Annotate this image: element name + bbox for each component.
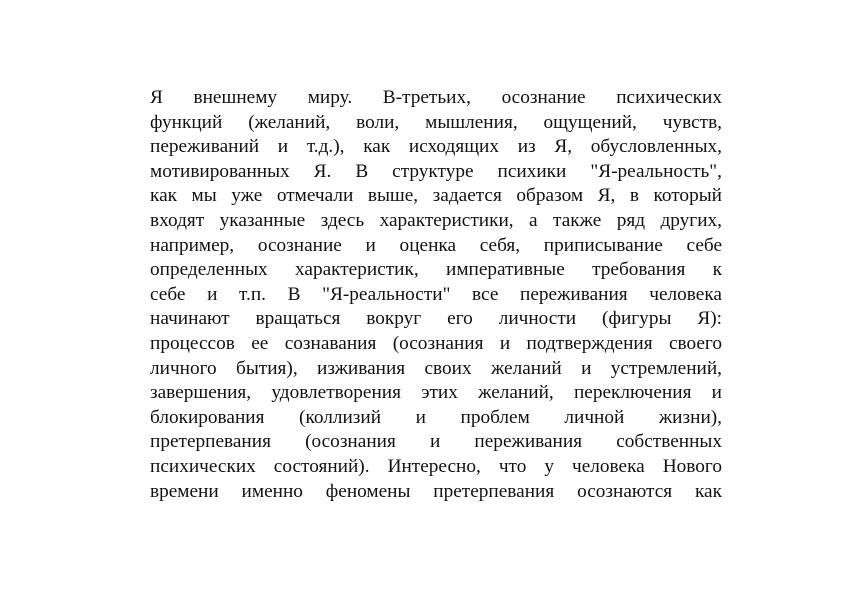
text-line-17: времени именно феномены претерпевания осознаются как	[150, 480, 722, 502]
text-line-9: себе и т.п. В "Я-реальности" все переживания человека	[150, 283, 722, 305]
text-line-16: психических состояний). Интересно, что у человека Нового	[150, 455, 722, 477]
text-line-2: функций (желаний, воли, мышления, ощущений, чувств,	[150, 111, 722, 133]
body-paragraph	[150, 86, 722, 504]
text-line-15: претерпевания (осознания и переживания собственных	[150, 431, 722, 453]
text-line-7: например, осознание и оценка себя, приписывание себе	[150, 234, 722, 256]
text-line-8: определенных характеристик, императивные требования к	[150, 259, 722, 281]
text-line-10: начинают вращаться вокруг его личности (фигуры Я):	[150, 308, 722, 330]
text-line-3: переживаний и т.д.), как исходящих из Я, обусловленных,	[150, 136, 722, 158]
text-line-12: личного бытия), изживания своих желаний и устремлений,	[150, 357, 722, 379]
text-line-14: блокирования (коллизий и проблем личной жизни),	[150, 406, 722, 428]
text-line-4: мотивированных Я. В структуре психики "Я-реальность",	[150, 160, 722, 182]
text-line-11: процессов ее сознавания (осознания и подтверждения своего	[150, 332, 722, 354]
text-line-6: входят указанные здесь характеристики, а также ряд других,	[150, 209, 722, 231]
text-line-13: завершения, удовлетворения этих желаний, переключения и	[150, 382, 722, 404]
text-line-5: как мы уже отмечали выше, задается образом Я, в который	[150, 185, 722, 207]
text-line-1: Я внешнему миру. В-третьих, осознание психических	[150, 87, 722, 108]
